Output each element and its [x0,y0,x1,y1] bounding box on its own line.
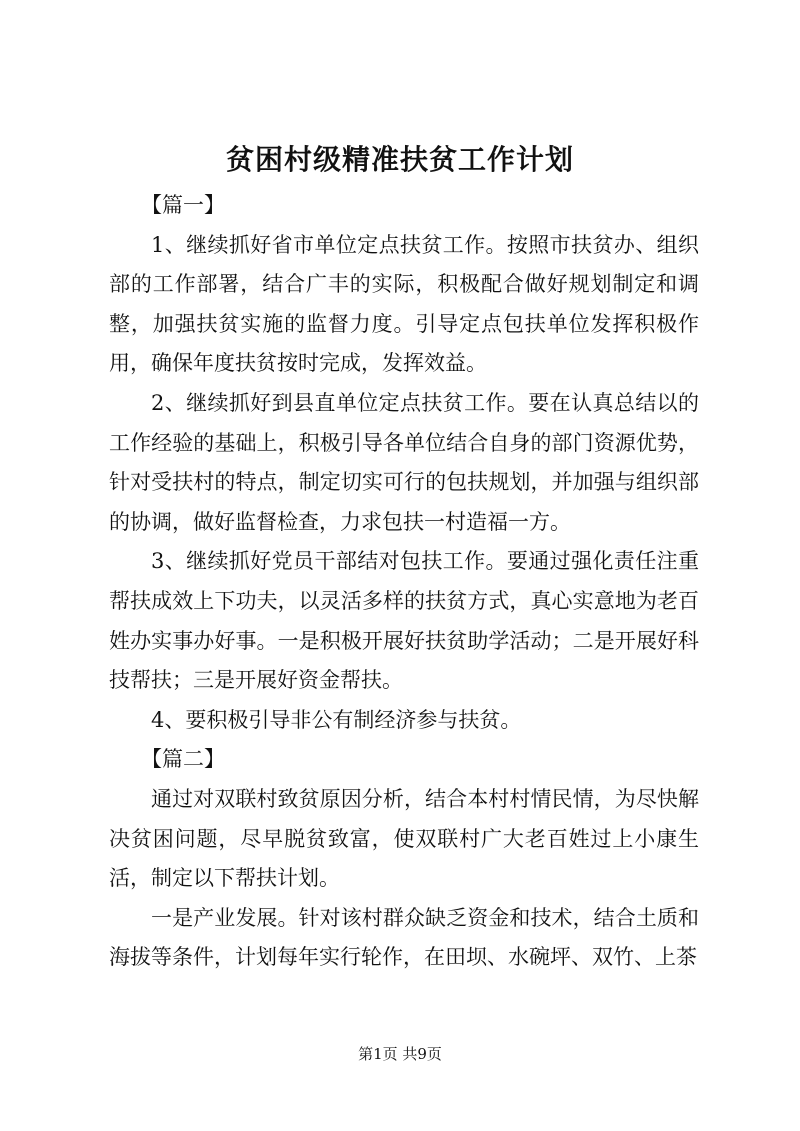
document-body [109,186,699,978]
section-heading-2: 【篇二】 [141,747,225,772]
paragraph-2: 2、继续抓好到县直单位定点扶贫工作。要在认真总结以的工作经验的基础上，积极引导各单位结合自身的部门资源优势，针对受扶村的特点，制定切实可行的包扶规划，并加强与组织部的协调，做好监督检查，力求包扶一村造福一方。 [109,390,699,534]
paragraph-1: 1、继续抓好省市单位定点扶贫工作。按照市扶贫办、组织部的工作部署，结合广丰的实际，积极配合做好规划制定和调整，加强扶贫实施的监督力度。引导定点包扶单位发挥积极作用，确保年度扶贫按时完成，发挥效益。 [109,232,699,376]
page-footer: 第1页 共9页 [358,1045,442,1063]
paragraph-4: 4、要积极引导非公有制经济参与扶贫。 [151,707,522,732]
paragraph-6: 一是产业发展。针对该村群众缺乏资金和技术，结合土质和海拔等条件，计划每年实行轮作，在田坝、水碗坪、双竹、上茶 [109,905,699,970]
paragraph-5: 通过对双联村致贫原因分析，结合本村村情民情，为尽快解决贫困问题，尽早脱贫致富，使双联村广大老百姓过上小康生活，制定以下帮扶计划。 [109,786,699,891]
paragraph-3: 3、继续抓好党员干部结对包扶工作。要通过强化责任注重帮扶成效上下功夫，以灵活多样的扶贫方式，真心实意地为老百姓办实事办好事。一是积极开展好扶贫助学活动；二是开展好科技帮扶；三是开展好资金帮扶。 [109,549,699,693]
document-title: 贫困村级精准扶贫工作计划 [225,143,574,176]
section-heading-1: 【篇一】 [141,193,225,217]
